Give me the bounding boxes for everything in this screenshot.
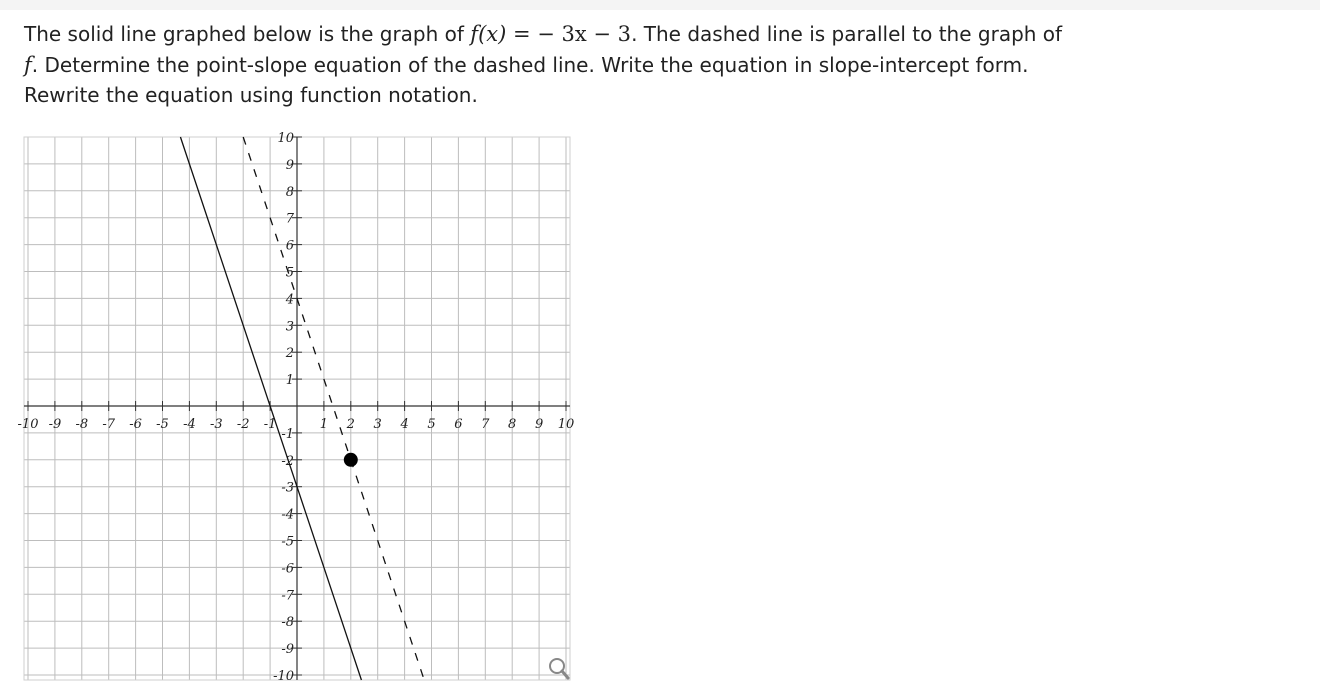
- x-tick-label: 10: [557, 417, 575, 432]
- x-tick-label: 5: [427, 417, 436, 432]
- y-tick-label: -7: [281, 588, 294, 604]
- x-tick-label: -6: [129, 417, 142, 432]
- x-tick-label: -7: [102, 417, 116, 432]
- x-tick-label: 3: [373, 417, 382, 432]
- y-tick-label: 9: [285, 157, 294, 173]
- x-tick-label: -1: [263, 417, 277, 432]
- y-tick-label: 5: [285, 265, 294, 281]
- x-tick-label: -4: [183, 417, 196, 432]
- tick-labels: [18, 131, 575, 684]
- x-tick-label: 7: [481, 417, 490, 432]
- equals-sign: =: [506, 22, 538, 46]
- x-tick-label: 6: [454, 417, 463, 432]
- y-tick-label: -4: [281, 507, 294, 523]
- point-marker[interactable]: [344, 453, 358, 467]
- coordinate-graph[interactable]: [0, 130, 600, 690]
- x-tick-label: 2: [346, 417, 355, 432]
- x-tick-label: -2: [236, 417, 250, 432]
- graph-points[interactable]: [344, 453, 358, 467]
- x-tick-label: -5: [156, 417, 169, 432]
- graph-lines: [180, 137, 424, 680]
- question-line1-b: . The dashed line is parallel to the graph of: [631, 22, 1063, 46]
- x-tick-label: 1: [319, 417, 329, 432]
- question-line1-a: The solid line graphed below is the graph of: [24, 22, 471, 46]
- question-line3: Rewrite the equation using function notation.: [24, 83, 478, 107]
- x-tick-label: -8: [75, 417, 89, 432]
- question-text: [24, 19, 1224, 111]
- y-tick-label: -2: [281, 453, 294, 469]
- top-bar: [0, 0, 1320, 10]
- x-tick-label: -9: [48, 417, 62, 432]
- y-tick-label: 3: [285, 319, 294, 335]
- y-tick-label: -6: [281, 561, 294, 577]
- function-name: f: [24, 52, 32, 77]
- y-tick-label: -5: [281, 534, 294, 550]
- y-tick-label: -10: [273, 669, 294, 684]
- y-tick-label: 7: [285, 211, 294, 227]
- question-line2: . Determine the point-slope equation of the dashed line. Write the equation in slope-intercept form.: [31, 52, 1029, 77]
- y-tick-label: 1: [285, 373, 294, 389]
- y-tick-label: 6: [285, 238, 294, 254]
- y-tick-label: -9: [281, 642, 294, 658]
- function-rule: − 3x − 3: [537, 22, 632, 46]
- graph-svg[interactable]: [0, 130, 600, 690]
- axes: [24, 137, 570, 680]
- y-tick-label: -3: [281, 480, 294, 496]
- x-tick-label: -10: [17, 417, 39, 432]
- x-tick-label: -3: [209, 417, 223, 432]
- y-tick-label: -8: [281, 615, 294, 631]
- function-notation: f(x): [470, 22, 507, 46]
- y-tick-label: 2: [285, 346, 294, 362]
- y-tick-label: 8: [285, 184, 294, 200]
- y-tick-label: 4: [285, 292, 294, 308]
- x-tick-label: 9: [534, 417, 544, 432]
- y-tick-label: 10: [277, 131, 294, 146]
- x-tick-label: 8: [508, 417, 517, 432]
- y-tick-label: -1: [281, 426, 294, 442]
- x-tick-label: 4: [400, 417, 409, 432]
